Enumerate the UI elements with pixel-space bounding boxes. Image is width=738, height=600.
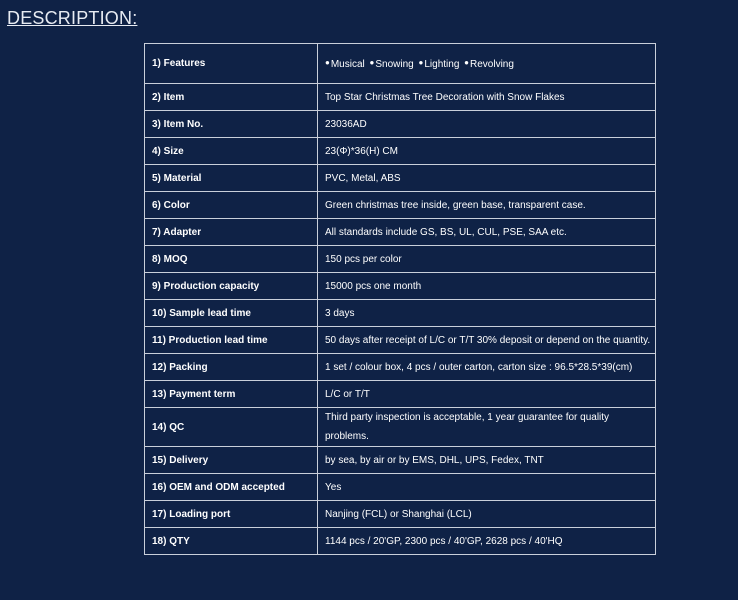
feature-item: ●Revolving: [464, 57, 514, 70]
feature-item: ●Musical: [325, 57, 365, 70]
table-row: [145, 138, 656, 165]
row-value: Top Star Christmas Tree Decoration with Snow Flakes: [318, 84, 656, 111]
row-value: 23(Φ)*36(H) CM: [318, 138, 656, 165]
row-label: 8) MOQ: [145, 246, 318, 273]
row-label: 9) Production capacity: [145, 273, 318, 300]
row-value: All standards include GS, BS, UL, CUL, PSE, SAA etc.: [318, 219, 656, 246]
row-label: 4) Size: [145, 138, 318, 165]
row-label: 6) Color: [145, 192, 318, 219]
feature-item: ●Lighting: [418, 57, 460, 70]
table-row: [145, 246, 656, 273]
row-label: 1) Features: [145, 44, 318, 84]
row-label: 14) QC: [145, 408, 318, 447]
row-value: PVC, Metal, ABS: [318, 165, 656, 192]
bullet-icon: ●: [369, 57, 375, 67]
row-label: 5) Material: [145, 165, 318, 192]
row-label: 10) Sample lead time: [145, 300, 318, 327]
row-label: 18) QTY: [145, 528, 318, 555]
row-value: 1144 pcs / 20'GP, 2300 pcs / 40'GP, 2628 pcs / 40'HQ: [318, 528, 656, 555]
bullet-icon: ●: [418, 57, 424, 67]
row-label: 7) Adapter: [145, 219, 318, 246]
feature-item: ●Snowing: [369, 57, 414, 70]
row-label: 3) Item No.: [145, 111, 318, 138]
row-value: Yes: [318, 474, 656, 501]
row-value: Green christmas tree inside, green base, transparent case.: [318, 192, 656, 219]
row-value: 1 set / colour box, 4 pcs / outer carton, carton size : 96.5*28.5*39(cm): [318, 354, 656, 381]
table-row: [145, 447, 656, 474]
row-label: 11) Production lead time: [145, 327, 318, 354]
row-value: by sea, by air or by EMS, DHL, UPS, Fedex, TNT: [318, 447, 656, 474]
row-label: 12) Packing: [145, 354, 318, 381]
table-row: [145, 192, 656, 219]
row-value: 15000 pcs one month: [318, 273, 656, 300]
row-value: 23036AD: [318, 111, 656, 138]
row-value: Third party inspection is acceptable, 1 year guarantee for quality problems.: [318, 408, 656, 447]
table-row: [145, 501, 656, 528]
table-row: [145, 111, 656, 138]
table-row: [145, 327, 656, 354]
row-value: Nanjing (FCL) or Shanghai (LCL): [318, 501, 656, 528]
row-value: 3 days: [318, 300, 656, 327]
table-row: [145, 354, 656, 381]
table-row: [145, 219, 656, 246]
table-row: [145, 165, 656, 192]
table-row: [145, 528, 656, 555]
table-row: [145, 273, 656, 300]
table-row: [145, 474, 656, 501]
row-label: 15) Delivery: [145, 447, 318, 474]
row-label: 2) Item: [145, 84, 318, 111]
description-heading: DESCRIPTION:: [7, 8, 138, 28]
bullet-icon: ●: [325, 57, 330, 67]
row-label: 17) Loading port: [145, 501, 318, 528]
table-row: [145, 300, 656, 327]
row-value: 50 days after receipt of L/C or T/T 30% deposit or depend on the quantity.: [318, 327, 656, 354]
bullet-icon: ●: [464, 57, 470, 67]
table-row-features: [145, 44, 656, 84]
row-value: L/C or T/T: [318, 381, 656, 408]
table-row: [145, 381, 656, 408]
spec-table: [144, 43, 656, 555]
table-row: [145, 408, 656, 447]
row-value: 150 pcs per color: [318, 246, 656, 273]
features-value: [318, 44, 656, 84]
table-row: [145, 84, 656, 111]
row-label: 13) Payment term: [145, 381, 318, 408]
row-label: 16) OEM and ODM accepted: [145, 474, 318, 501]
